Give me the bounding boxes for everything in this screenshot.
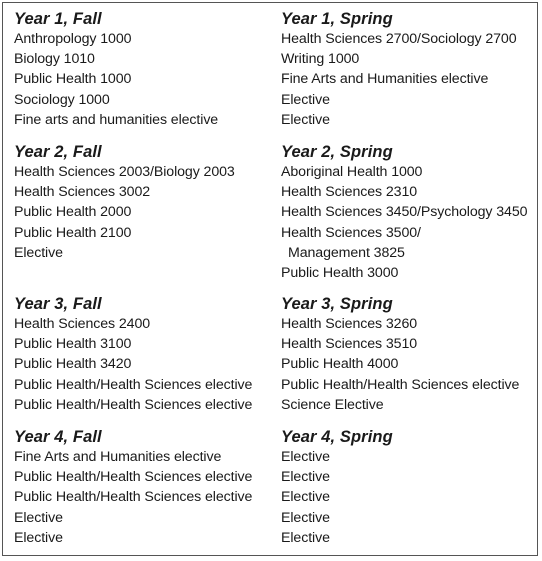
course-item: Elective <box>281 111 330 128</box>
course-list <box>14 29 218 130</box>
term-title: Year 4, Spring <box>281 428 393 446</box>
term-title: Year 3, Spring <box>281 295 393 313</box>
course-item-continued: Management 3825 <box>288 244 405 261</box>
course-item: Elective <box>14 529 63 546</box>
course-item: Aboriginal Health 1000 <box>281 164 423 180</box>
course-item: Public Health/Health Sciences elective <box>281 376 520 393</box>
course-item: Public Health 3000 <box>281 264 399 281</box>
course-list <box>14 314 252 415</box>
course-item: Health Sciences 3510 <box>281 336 418 353</box>
course-item: Health Sciences 3260 <box>281 316 418 332</box>
course-list <box>281 314 519 415</box>
course-item: Health Sciences 2700/Sociology 2700 <box>281 31 517 47</box>
course-item: Fine arts and humanities elective <box>14 111 219 128</box>
course-item: Public Health/Health Sciences elective <box>14 489 253 506</box>
course-item: Elective <box>281 449 330 465</box>
course-item: Public Health/Health Sciences elective <box>14 376 253 393</box>
course-item: Sociology 1000 <box>14 91 110 108</box>
course-item: Public Health/Health Sciences elective <box>14 469 253 486</box>
course-list <box>281 447 393 548</box>
course-item: Elective <box>14 509 63 526</box>
course-item: Elective <box>281 489 330 506</box>
course-item: Public Health 1000 <box>14 71 132 88</box>
course-item: Health Sciences 2310 <box>281 184 418 201</box>
course-item: Fine Arts and Humanities elective <box>281 71 489 88</box>
term-year4-fall <box>14 427 252 548</box>
term-title: Year 1, Spring <box>281 10 393 28</box>
term-year2-spring <box>281 142 527 283</box>
term-year3-spring <box>281 294 519 415</box>
course-list <box>281 29 517 130</box>
program-table <box>2 2 538 556</box>
term-title: Year 4, Fall <box>14 428 102 446</box>
term-year1-fall <box>14 9 218 130</box>
term-year1-spring <box>281 9 517 130</box>
course-item: Elective <box>281 509 330 526</box>
course-item: Public Health 3100 <box>14 336 132 353</box>
course-item: Anthropology 1000 <box>14 31 132 47</box>
term-title: Year 2, Spring <box>281 143 393 161</box>
course-item: Health Sciences 3500/ <box>281 224 421 241</box>
course-list <box>14 447 252 548</box>
course-item: Fine Arts and Humanities elective <box>14 449 222 465</box>
term-year3-fall <box>14 294 252 415</box>
course-list <box>281 162 527 283</box>
course-item: Elective <box>14 244 63 261</box>
course-item: Health Sciences 2003/Biology 2003 <box>14 164 235 180</box>
course-item: Biology 1010 <box>14 51 95 68</box>
course-item: Health Sciences 2400 <box>14 316 151 332</box>
course-item: Science Elective <box>281 396 384 413</box>
term-title: Year 3, Fall <box>14 295 102 313</box>
course-item: Health Sciences 3450/Psychology 3450 <box>281 204 528 221</box>
course-list <box>14 162 235 263</box>
course-item: Elective <box>281 529 330 546</box>
term-year4-spring <box>281 427 393 548</box>
term-title: Year 2, Fall <box>14 143 102 161</box>
course-item: Elective <box>281 91 330 108</box>
course-item: Public Health/Health Sciences elective <box>14 396 253 413</box>
term-title: Year 1, Fall <box>14 10 102 28</box>
course-item: Public Health 2000 <box>14 204 132 221</box>
course-item: Health Sciences 3002 <box>14 184 151 201</box>
course-item: Public Health 3420 <box>14 356 132 373</box>
course-item: Public Health 2100 <box>14 224 132 241</box>
course-item: Writing 1000 <box>281 51 360 68</box>
course-item: Elective <box>281 469 330 486</box>
term-year2-fall <box>14 142 235 263</box>
course-item: Public Health 4000 <box>281 356 399 373</box>
